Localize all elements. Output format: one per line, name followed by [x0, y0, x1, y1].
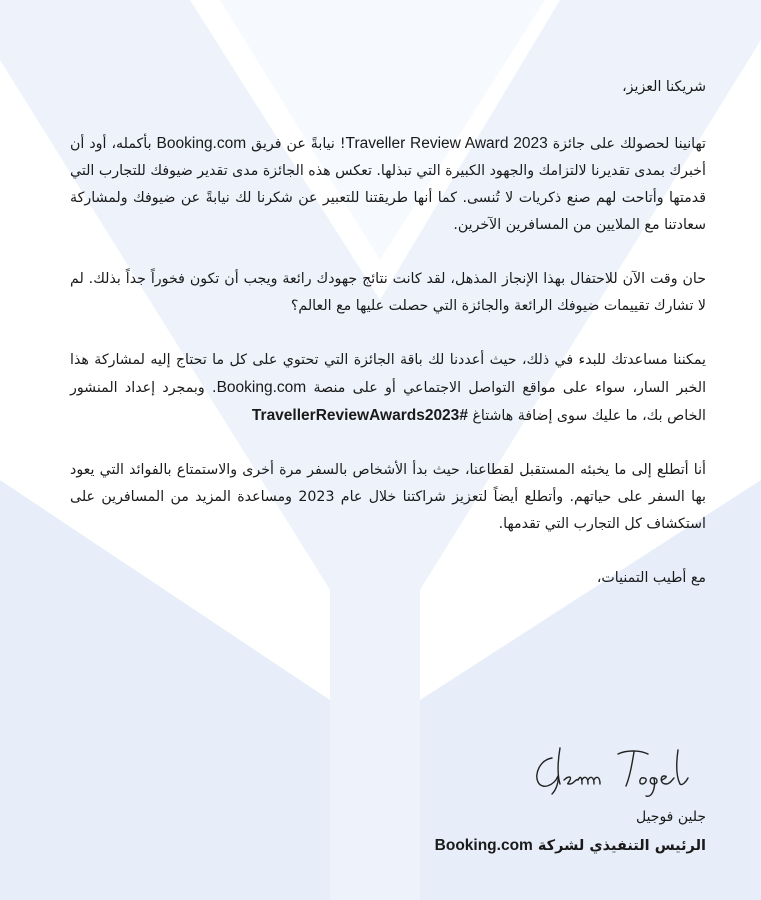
- p3-before: يمكننا مساعدتك للبدء في ذلك، حيث أعددنا لك باقة الجائزة التي تحتوي على كل ما تحتاج إليه لمشاركة هذا الخبر السار، سواء على مواقع التواصل الاجتماعي أو على منصة: [70, 352, 707, 396]
- handwritten-signature: [530, 740, 700, 800]
- title-company: Booking.com: [434, 837, 533, 854]
- hashtag: #TravellerReviewAwards2023: [251, 407, 468, 424]
- paragraph-future: أنا أتطلع إلى ما يخبئه المستقبل لقطاعنا، حيث بدأ الأشخاص بالسفر مرة أخرى والاستمتاع بالفوائد التي يعود بها السفر على حياتهم. وأتطلع أيضاً لتعزيز شراكتنا خلال عام 2023 ومساعدة المزيد من المسافرين على استكشاف كل التجارب التي تقدمها.: [70, 462, 706, 532]
- p1-middle: ! نيابةً عن فريق: [246, 136, 346, 152]
- greeting: شريكنا العزيز،: [622, 79, 706, 95]
- p1-after: بأكمله، أود أن أخبرك بمدى تقديرنا لالتزامك والجهود الكبيرة التي تبذلها. تعكس هذه الجائزة مدى تقدير ضيوفك للتجارب التي قدمتها وأتاحت لهم صنع ذكريات لا تُنسى. كما أنها طريقتنا للتعبير عن شكرنا لك نيابةً عن ضيوفك ولمشاركة سعادتنا مع الملايين من المسافرين الآخرين.: [70, 136, 706, 233]
- closing: مع أطيب التمنيات،: [596, 570, 706, 586]
- signatory-title: [435, 834, 706, 858]
- p1-before: تهانينا لحصولك على جائزة: [547, 136, 706, 152]
- title-prefix: الرئيس التنفيذي لشركة: [532, 838, 706, 854]
- company-name: Booking.com: [216, 379, 307, 396]
- company-name: Booking.com: [156, 135, 247, 152]
- signatory-name: جلين فوجيل: [635, 809, 706, 825]
- paragraph-congratulations: [70, 130, 706, 239]
- paragraph-share: [70, 347, 706, 430]
- p3-after: . وبمجرد إعداد المنشور الخاص بك، ما عليك سوى إضافة هاشتاغ: [70, 380, 706, 424]
- letter-body: [70, 74, 706, 592]
- paragraph-celebrate: حان وقت الآن للاحتفال بهذا الإنجاز المذهل، لقد كانت نتائج جهودك رائعة ويجب أن تكون فخوراً جداً بذلك. لم لا تشارك تقييمات ضيوفك الرائعة والجائزة التي حصلت عليها مع العالم؟: [70, 271, 706, 314]
- award-name: Traveller Review Award 2023: [345, 135, 548, 152]
